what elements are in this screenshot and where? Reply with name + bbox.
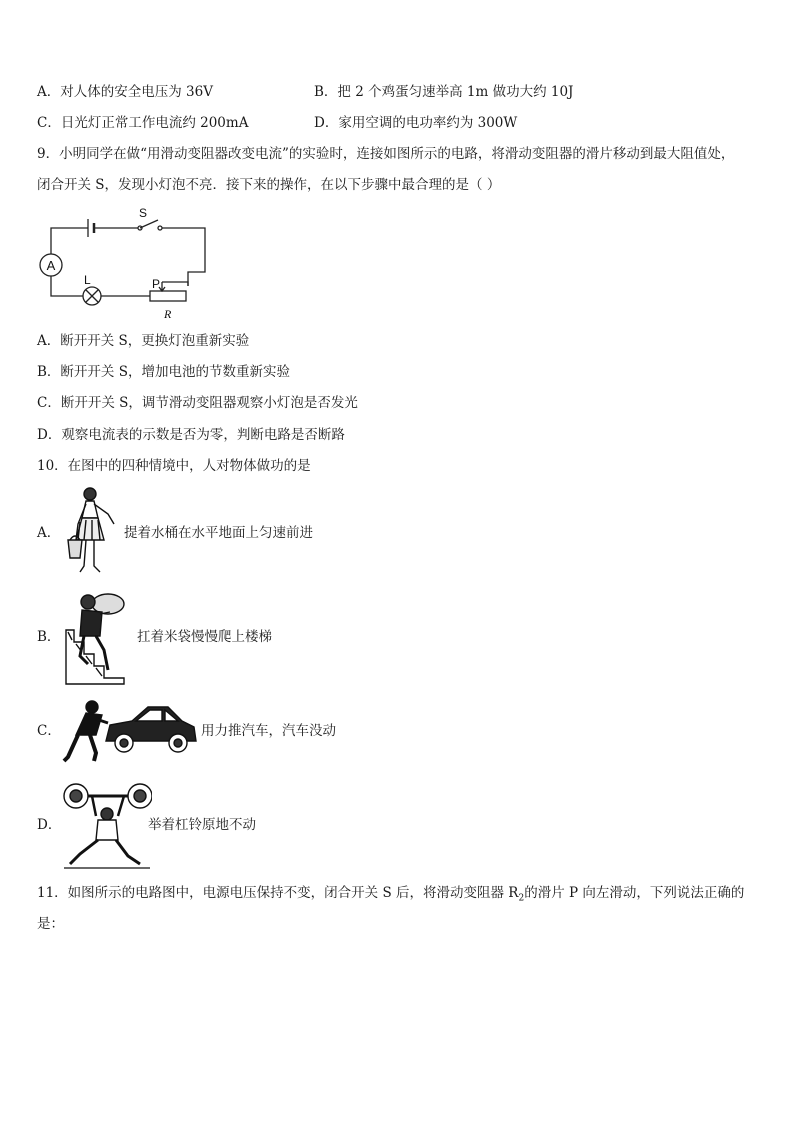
- q10-option-c-text: 用力推汽车，汽车没动: [201, 723, 336, 739]
- rheostat-label: R: [164, 307, 172, 321]
- q8-option-c: C．日光灯正常工作电流约 200mA: [37, 115, 249, 131]
- q10-option-d-letter: D．: [37, 817, 62, 833]
- q10-option-d-text: 举着杠铃原地不动: [148, 817, 256, 833]
- slider-label: P: [152, 277, 161, 291]
- q11-stem-line2: 是：: [37, 916, 64, 932]
- q9-option-c: C．断开开关 S，调节滑动变阻器观察小灯泡是否发光: [37, 395, 358, 411]
- man-pushing-car-image: [62, 697, 198, 767]
- switch-label: S: [139, 206, 148, 220]
- man-carrying-rice-bag-upstairs-image: [64, 590, 136, 686]
- q9-option-d: D．观察电流表的示数是否为零，判断电路是否断路: [37, 427, 345, 443]
- q11-stem-part1: 11．如图所示的电路图中，电源电压保持不变，闭合开关 S 后，将滑动变阻器 R: [37, 885, 519, 901]
- lamp-label: L: [84, 273, 91, 287]
- q11-subscript: 2: [518, 893, 525, 904]
- ammeter-label: A: [46, 258, 56, 273]
- q10-option-b-text: 扛着米袋慢慢爬上楼梯: [137, 629, 272, 645]
- q9-circuit-diagram: [38, 204, 218, 324]
- q10-option-b-letter: B．: [37, 629, 61, 645]
- q11-stem-line1: [37, 883, 744, 909]
- q10-option-c-letter: C．: [37, 723, 61, 739]
- q8-option-d: D．家用空调的电功率约为 300W: [314, 115, 518, 131]
- q10-option-a-letter: A．: [37, 525, 61, 541]
- q9-option-b: B．断开开关 S，增加电池的节数重新实验: [37, 364, 290, 380]
- girl-carrying-bucket-image: [64, 484, 124, 580]
- q9-stem-line1: 9．小明同学在做“用滑动变阻器改变电流”的实验时，连接如图所示的电路，将滑动变阻器的滑片移动到最大阻值处，: [37, 146, 735, 162]
- q9-stem-line2: 闭合开关 S，发现小灯泡不亮．接下来的操作，在以下步骤中最合理的是（ ）: [37, 177, 501, 193]
- q11-stem-part2: 的滑片 P 向左滑动，下列说法正确的: [524, 885, 745, 901]
- q10-stem: 10．在图中的四种情境中，人对物体做功的是: [37, 458, 311, 474]
- q10-option-a-text: 提着水桶在水平地面上匀速前进: [124, 525, 313, 541]
- q8-option-b: B．把 2 个鸡蛋匀速举高 1m 做功大约 10J: [314, 84, 574, 100]
- q9-option-a: A．断开开关 S，更换灯泡重新实验: [37, 333, 250, 349]
- q8-option-a: A．对人体的安全电压为 36V: [37, 84, 213, 100]
- weightlifter-holding-barbell-image: [62, 778, 152, 872]
